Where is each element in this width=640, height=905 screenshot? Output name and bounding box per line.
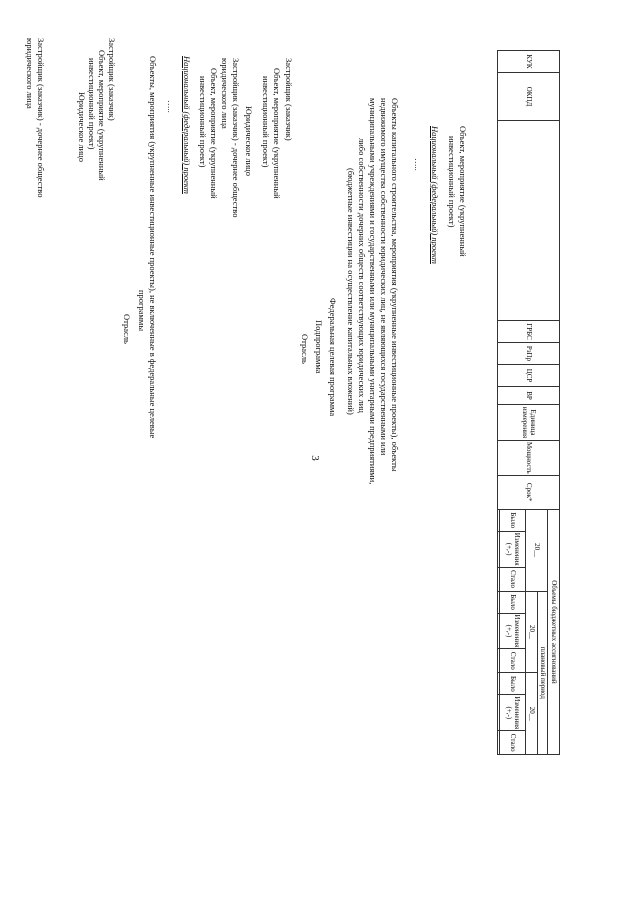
row-dots-1: …..: [413, 158, 423, 171]
col-rzpr: РзПр: [498, 343, 560, 365]
row-object-4b: инвестиционный проект): [87, 58, 97, 150]
col-capacity: Мощность: [498, 441, 560, 476]
y2-was: Было: [500, 591, 526, 613]
year1-header: 20__: [526, 509, 548, 591]
row-national-project-2: Национальный (федеральный) проект: [182, 56, 192, 194]
section2-line2: программы: [137, 290, 147, 332]
row-developer-4a: Застройщик (заказчик) - дочернее общество: [36, 38, 46, 198]
row-national-project-1: Национальный (федеральный) проект: [430, 126, 440, 264]
document-sheet: [77, 38, 560, 890]
y1-was: Было: [500, 509, 526, 531]
row-developer-3: Застройщик (заказчик): [107, 38, 117, 121]
row-object-3a: Объект, мероприятие (укрупненный: [209, 68, 219, 199]
row-legal-entity-2: Юридическое лицо: [77, 92, 87, 162]
row-object-3b: инвестиционный проект): [198, 76, 208, 168]
row-developer-2a: Застройщик (заказчик) - дочернее общество: [231, 58, 241, 218]
row-developer-2b: юридического лица: [220, 58, 230, 129]
col-grbs: ГРБС: [498, 321, 560, 343]
section1-line5: (бюджетные инвестиции на осуществление капитальных вложений): [346, 168, 356, 415]
col-kuk: КУК: [498, 51, 560, 73]
year3-header: 20__: [526, 673, 538, 755]
col-okpd: ОКПД: [498, 73, 560, 121]
section2-line1: Объекты, мероприятия (укрупненные инвестиционные проекты), не включенные в федеральные целевые: [148, 56, 158, 439]
section1-line2: недвижимого имущества собственности юридических лиц, не являющихся государственными или: [379, 98, 389, 456]
col-vr: ВР: [498, 387, 560, 405]
y1-change: Изменения (+,-): [500, 531, 526, 567]
row-developer-1: Застройщик (заказчик): [284, 58, 294, 141]
row-object-1b: инвестиционный проект): [447, 136, 457, 228]
row-object-4a: Объект, мероприятие (укрупненный: [97, 50, 107, 181]
row-branch-2: Отрасль: [122, 314, 132, 344]
header-table: [497, 50, 560, 755]
y3-change: Изменения (+,-): [500, 695, 526, 731]
y1-became: Стало: [500, 567, 526, 591]
col-csr: ЦСР: [498, 365, 560, 387]
planned-period-header: плановый период: [538, 591, 548, 755]
row-subprogram: Подпрограмма: [314, 320, 324, 374]
row-dots-2: …..: [166, 100, 176, 113]
section1-line4: либо собственности дочерних обществ соответствующих юридических лиц: [357, 138, 367, 413]
y2-change: Изменения (+,-): [500, 613, 526, 649]
budget-volumes-header: Объемы бюджетных ассигнований: [548, 509, 560, 754]
col-name: [498, 121, 560, 321]
col-unit: Единица измерения: [498, 405, 560, 441]
page-number: 3: [308, 455, 321, 461]
row-object-2b: инвестиционный проект): [261, 76, 271, 168]
y3-became: Стало: [500, 731, 526, 755]
y2-became: Стало: [500, 649, 526, 673]
row-object-2a: Объект, мероприятие (укрупненный: [272, 68, 282, 199]
col-term: Срок*: [498, 475, 560, 509]
sheet-tail: [0, 38, 46, 890]
year2-header: 20__: [526, 591, 538, 673]
row-developer-4b: юридического лица: [25, 38, 35, 109]
section1-line3: муниципальными учреждениями и государственными или муниципальными унитарными предприятиями,: [368, 98, 378, 485]
row-federal-program: Федеральная целевая программа: [328, 298, 338, 417]
row-legal-entity-1: Юридическое лицо: [244, 106, 254, 176]
row-branch-1: Отрасль: [300, 334, 310, 364]
row-object-1a: Объект, мероприятие (укрупненный: [458, 126, 468, 257]
section1-line1: Объекты капитального строительства, мероприятия (укрупненные инвестиционные проекты), объекты: [390, 98, 400, 472]
y3-was: Было: [500, 673, 526, 695]
